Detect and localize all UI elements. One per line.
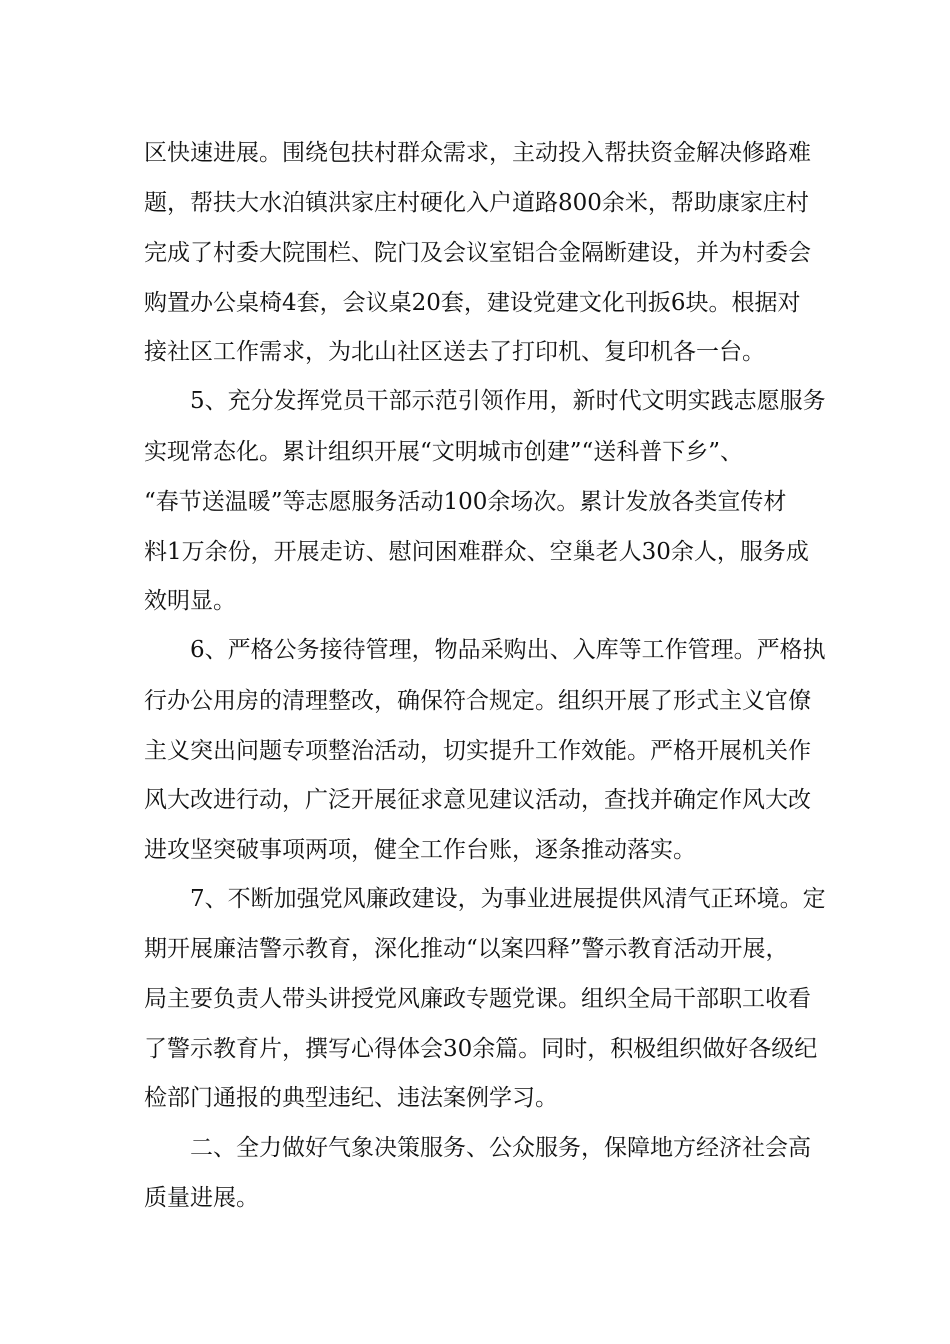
text-line: 完成了村委大院围栏、院门及会议室铝合金隔断建设，并为村委会 [144, 240, 811, 266]
text-line: 效明显。 [144, 588, 236, 614]
section-heading-2: 二、全力做好气象决策服务、公众服务，保障地方经济社会高 [190, 1135, 811, 1161]
text-line: 题，帮扶大水泊镇洪家庄村硬化入户道路800余米，帮助康家庄村 [144, 190, 809, 216]
text-line: 购置办公桌椅4套，会议桌20套，建设党建文化刊扳6块。根据对 [144, 290, 801, 316]
text-line: 实现常态化。累计组织开展“文明城市创建”“送科普下乡”、 [144, 439, 744, 465]
text-line: 行办公用房的清理整改，确保符合规定。组织开展了形式主义官僚 [144, 688, 811, 714]
text-line: 检部门通报的典型违纪、违法案例学习。 [144, 1085, 558, 1111]
text-line: 接社区工作需求，为北山社区送去了打印机、复印机各一台。 [144, 339, 765, 365]
text-line: “春节送温暖”等志愿服务活动100余场次。累计发放各类宣传材 [144, 489, 787, 515]
paragraph-7-first-line: 7、不断加强党风廉政建设，为事业进展提供风清气正环境。定 [190, 886, 826, 912]
paragraph-5-first-line: 5、充分发挥党员干部示范引领作用，新时代文明实践志愿服务 [190, 388, 826, 414]
text-line: 料1万余份，开展走访、慰问困难群众、空巢老人30余人，服务成 [144, 539, 809, 565]
text-line: 了警示教育片，撰写心得体会30余篇。同时，积极组织做好各级纪 [144, 1036, 818, 1062]
text-line: 期开展廉洁警示教育，深化推动“以案四释”警示教育活动开展， [144, 936, 789, 962]
text-line: 局主要负责人带头讲授党风廉政专题党课。组织全局干部职工收看 [144, 986, 811, 1012]
text-line: 进攻坚突破事项两项，健全工作台账，逐条推动落实。 [144, 837, 696, 863]
text-line: 风大改进行动，广泛开展征求意见建议活动，查找并确定作风大改 [144, 787, 811, 813]
text-line: 主义突出问题专项整治活动，切实提升工作效能。严格开展机关作 [144, 738, 811, 764]
text-line: 区快速进展。围绕包扶村群众需求，主动投入帮扶资金解决修路难 [144, 140, 811, 166]
section-heading-2-continued: 质量进展。 [144, 1185, 259, 1211]
paragraph-6-first-line: 6、严格公务接待管理，物品采购出、入库等工作管理。严格执 [190, 637, 826, 663]
